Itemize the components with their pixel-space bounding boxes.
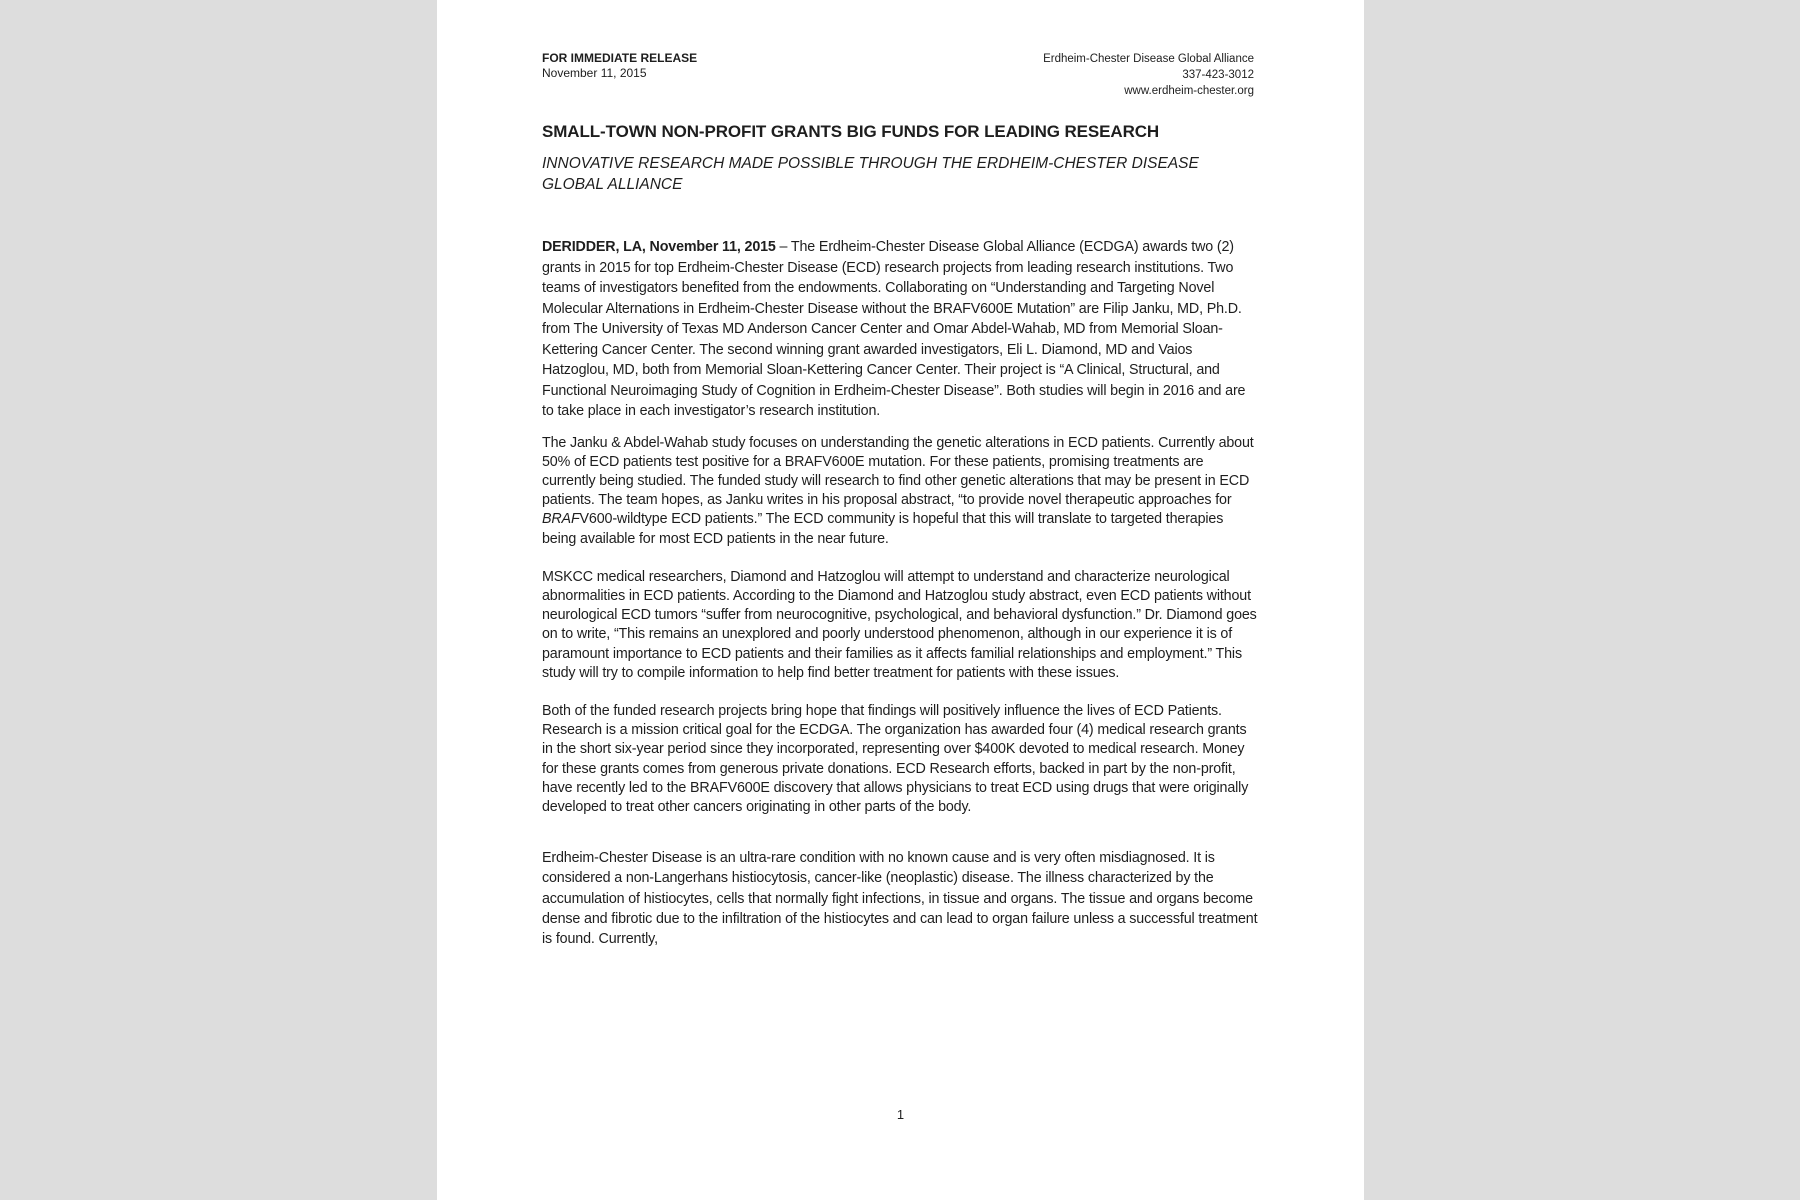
- press-release-body: [542, 237, 1260, 949]
- org-phone: 337-423-3012: [1182, 69, 1254, 81]
- dateline: DERIDDER, LA, November 11, 2015: [542, 239, 776, 255]
- org-website: www.erdheim-chester.org: [1124, 85, 1254, 97]
- paragraph-3: MSKCC medical researchers, Diamond and Hatzoglou will attempt to understand and characterize neurological abnormalities in ECD patients. According to the Diamond and Hatzoglou study abstract, even ECD patients without neurological ECD tumors “suffer from neurocognitive, psychological, and behavioral dysfunction.” Dr. Diamond goes on to write, “This remains an unexplored and poorly understood phenomenon, although in our experience it is of paramount importance to ECD patients and their families as it affects familial relationships and employment.” This study will try to compile information to help find better treatment for patients with these issues.: [542, 568, 1257, 681]
- headline: SMALL-TOWN NON-PROFIT GRANTS BIG FUNDS FOR LEADING RESEARCH: [542, 122, 1160, 141]
- gene-name-italic: BRAF: [542, 511, 580, 528]
- paragraph-1-text: – The Erdheim-Chester Disease Global Alliance (ECDGA) awards two (2) grants in 2015 for top Erdheim-Chester Disease (ECD) research projects from leading research institutions. Two teams of investigators benefited from the endowments. Collaborating on “Understanding and Targeting Novel Molecular Alternations in Erdheim-Chester Disease without the BRAFV600E Mutation” are Filip Janku, MD, Ph.D. from The University of Texas MD Anderson Cancer Center and Omar Abdel-Wahab, MD from Memorial Sloan-Kettering Cancer Center. The second winning grant awarded investigators, Eli L. Diamond, MD and Vaios Hatzoglou, MD, both from Memorial Sloan-Kettering Cancer Center. Their project is “A Clinical, Structural, and Functional Neuroimaging Study of Cognition in Erdheim-Chester Disease”. Both studies will begin in 2016 and are to take place in each investigator’s research institution.: [542, 239, 1246, 419]
- page-number: 1: [896, 1107, 905, 1122]
- release-info: [542, 51, 697, 81]
- paragraph-1: [542, 237, 1260, 422]
- release-date: November 11, 2015: [542, 66, 647, 80]
- org-name: Erdheim-Chester Disease Global Alliance: [1043, 53, 1254, 65]
- contact-info: [1043, 51, 1254, 99]
- paragraph-2-text-b: V600-wildtype ECD patients.” The ECD community is hopeful that this will translate to targeted therapies being available for most ECD patients in the near future.: [542, 511, 1224, 547]
- paragraph-2: [542, 434, 1260, 549]
- subheadline: INNOVATIVE RESEARCH MADE POSSIBLE THROUGH THE ERDHEIM-CHESTER DISEASE GLOBAL ALLIANCE: [542, 155, 1199, 193]
- paragraph-4: Both of the funded research projects bring hope that findings will positively influence the lives of ECD Patients. Research is a mission critical goal for the ECDGA. The organization has awarded four (4) medical research grants in the short six-year period since they incorporated, representing over $400K devoted to medical research. Money for these grants comes from generous private donations. ECD Research efforts, backed in part by the non-profit, have recently led to the BRAFV600E discovery that allows physicians to treat ECD using drugs that were originally developed to treat other cancers originating in other parts of the body.: [542, 702, 1249, 815]
- release-label: FOR IMMEDIATE RELEASE: [542, 51, 698, 65]
- paragraph-2-text-a: The Janku & Abdel-Wahab study focuses on understanding the genetic alterations in ECD patients. Currently about 50% of ECD patients test positive for a BRAFV600E mutation. For these patients, promising treatments are currently being studied. The funded study will research to find other genetic alterations that may be present in ECD patients. The team hopes, as Janku writes in his proposal abstract, “to provide novel therapeutic approaches for: [542, 434, 1254, 509]
- paragraph-5: Erdheim-Chester Disease is an ultra-rare condition with no known cause and is very often misdiagnosed. It is considered a non-Langerhans histiocytosis, cancer-like (neoplastic) disease. The illness characterized by the accumulation of histiocytes, cells that normally fight infections, in tissue and organs. The tissue and organs become dense and fibrotic due to the infiltration of the histiocytes and can lead to organ failure unless a successful treatment is found. Currently,: [542, 850, 1258, 947]
- document-page: [437, 0, 1364, 1200]
